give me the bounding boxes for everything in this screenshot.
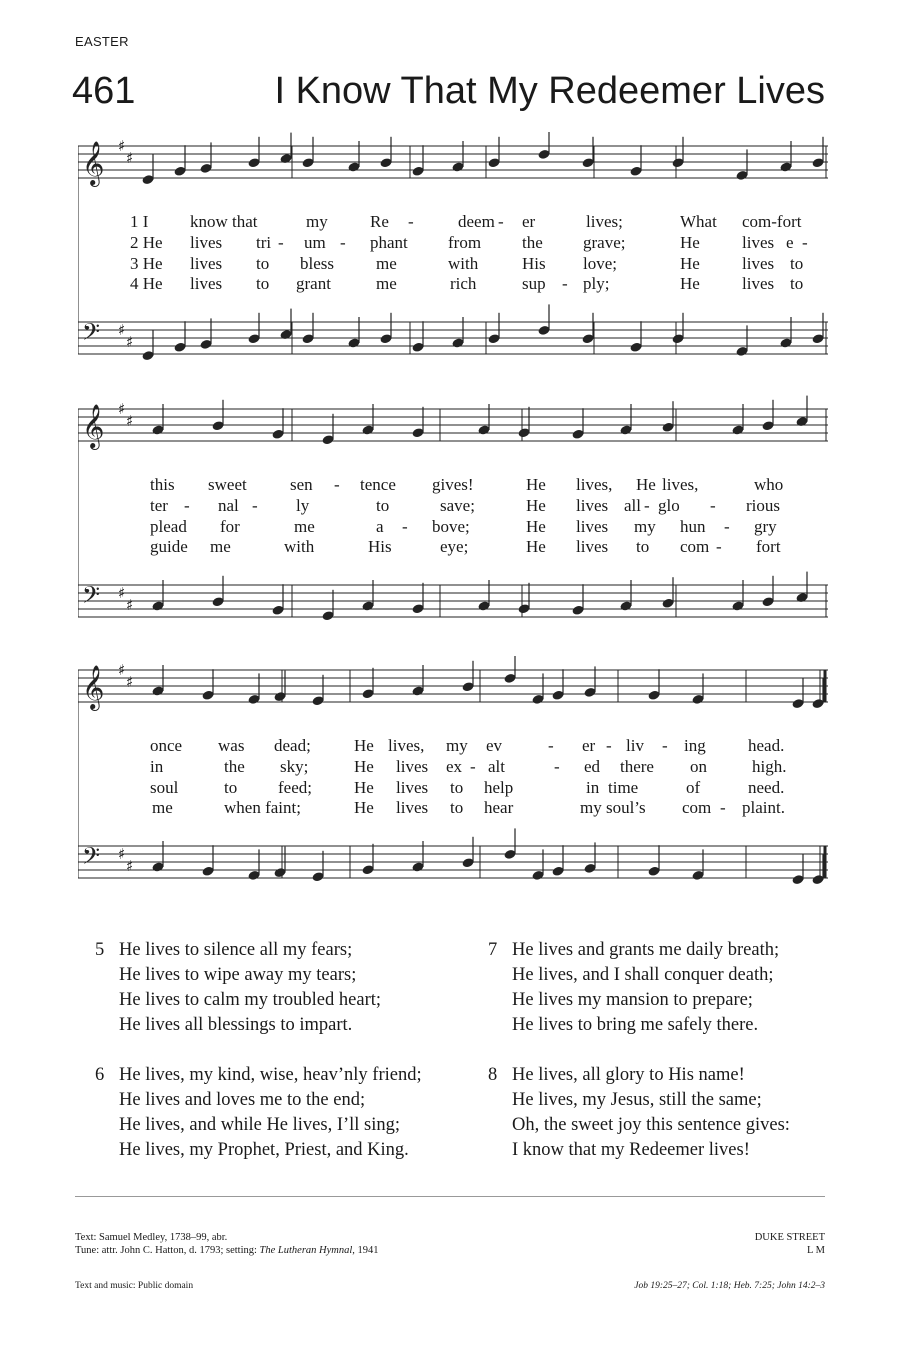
- lyric-syllable: all: [624, 496, 641, 515]
- lyric-syllable: ed: [584, 757, 601, 776]
- lyric-syllable: grave;: [583, 233, 626, 252]
- lyric-syllable: soul: [150, 778, 179, 797]
- lyric-line: [78, 233, 828, 253]
- lyric-syllable: lives: [396, 757, 429, 776]
- lyric-syllable: gry: [754, 517, 777, 536]
- sharp-icon: ♯: [126, 149, 134, 167]
- lyric-syllable: when faint;: [224, 798, 301, 817]
- music-system-3: [78, 656, 828, 911]
- lyric-syllable: eye;: [440, 537, 469, 556]
- lyric-syllable: lives: [576, 496, 609, 515]
- lyric-line: [78, 798, 828, 818]
- lyric-syllable: my soul’s: [580, 798, 646, 817]
- lyric-syllable: sky;: [280, 757, 309, 776]
- lyric-syllable: lives: [742, 233, 775, 252]
- lyric-syllable: love;: [583, 254, 617, 273]
- lyric-syllable: -: [252, 496, 258, 515]
- lyric-syllable: on: [690, 757, 707, 776]
- lyric-syllable: -: [402, 517, 408, 536]
- tune-credit-source: The Lutheran Hymnal: [259, 1245, 353, 1256]
- bass-clef-icon: 𝄢: [82, 842, 101, 875]
- lyric-syllable: to: [450, 778, 464, 797]
- lyric-syllable: lives: [396, 778, 429, 797]
- treble-clef-icon: 𝄞: [82, 404, 105, 448]
- lyric-syllable: -: [606, 736, 612, 755]
- lyric-syllable: phant: [370, 233, 408, 252]
- lyric-syllable: He: [354, 798, 374, 817]
- lyric-syllable: sup: [522, 274, 546, 293]
- music-system-2: [78, 395, 828, 650]
- copyright: Text and music: Public domain: [75, 1281, 194, 1291]
- lyric-syllable: ly: [296, 496, 310, 515]
- lyric-syllable: to: [376, 496, 390, 515]
- lyric-syllable: er: [522, 212, 536, 231]
- sharp-icon: ♯: [118, 321, 126, 339]
- lyric-syllable: -: [710, 496, 716, 515]
- lyric-syllable: 1 I: [130, 212, 149, 231]
- lyric-syllable: fort: [756, 537, 781, 556]
- lyric-syllable: dead;: [274, 736, 311, 755]
- lyric-syllable: tence: [360, 475, 396, 494]
- sharp-icon: ♯: [118, 400, 126, 418]
- stanza-line: He lives and loves me to the end;: [119, 1090, 366, 1110]
- lyric-syllable: plaint.: [742, 798, 785, 817]
- music-system-1: [78, 132, 828, 387]
- lyric-syllable: He: [354, 757, 374, 776]
- lyric-syllable: He: [636, 475, 656, 494]
- bass-clef-icon: 𝄢: [82, 318, 101, 351]
- lyric-line: [78, 736, 828, 756]
- lyric-syllable: the: [224, 757, 245, 776]
- lyric-syllable: His: [522, 254, 546, 273]
- lyric-syllable: need.: [748, 778, 785, 797]
- lyric-syllable: this: [150, 475, 175, 494]
- stanza-line: He lives all blessings to impart.: [119, 1015, 353, 1035]
- lyric-syllable: in: [150, 757, 164, 776]
- lyric-syllable: com-fort: [742, 212, 802, 231]
- lyric-syllable: lives: [396, 798, 429, 817]
- lyric-syllable: glo: [658, 496, 680, 515]
- lyric-line: [78, 475, 828, 495]
- lyric-syllable: He: [526, 517, 546, 536]
- stanza-line: He lives, all glory to His name!: [512, 1065, 745, 1085]
- stanza-number: 5: [95, 940, 105, 960]
- lyric-syllable: lives: [742, 274, 775, 293]
- lyric-syllable: to: [450, 798, 464, 817]
- lyric-syllable: help: [484, 778, 514, 797]
- lyric-syllable: -: [644, 496, 650, 515]
- lyric-syllable: hear: [484, 798, 514, 817]
- lyric-syllable: What: [680, 212, 717, 231]
- stanza-number: 6: [95, 1065, 105, 1085]
- lyric-syllable: tri: [256, 233, 272, 252]
- lyric-syllable: for: [220, 517, 240, 536]
- lyric-syllable: alt: [488, 757, 505, 776]
- lyric-syllable: plead: [150, 517, 187, 536]
- lyric-syllable: rious: [746, 496, 780, 515]
- lyric-syllable: -: [470, 757, 476, 776]
- sharp-icon: ♯: [126, 857, 134, 875]
- lyric-syllable: grant: [296, 274, 331, 293]
- lyric-syllable: deem: [458, 212, 495, 231]
- lyric-line: [78, 274, 828, 294]
- stanza-number: 8: [488, 1065, 498, 1085]
- lyric-syllable: -: [278, 233, 284, 252]
- sharp-icon: ♯: [126, 333, 134, 351]
- stanza-line: I know that my Redeemer lives!: [512, 1140, 750, 1160]
- lyric-syllable: lives: [190, 254, 223, 273]
- lyric-syllable: -: [720, 798, 726, 817]
- lyric-syllable: He: [354, 778, 374, 797]
- lyric-line: [78, 537, 828, 557]
- lyric-syllable: He: [680, 233, 700, 252]
- lyric-syllable: rich: [450, 274, 477, 293]
- stanza-line: He lives to silence all my fears;: [119, 940, 353, 960]
- lyric-line: [78, 778, 828, 798]
- lyric-syllable: -: [802, 233, 808, 252]
- lyric-syllable: in: [586, 778, 600, 797]
- lyric-syllable: my: [634, 517, 656, 536]
- lyric-syllable: to: [636, 537, 650, 556]
- tune-credit-prefix: Tune: attr. John C. Hatton, d. 1793; setting:: [75, 1245, 260, 1256]
- lyric-syllable: hun: [680, 517, 706, 536]
- sharp-icon: ♯: [118, 661, 126, 679]
- lyric-syllable: a: [376, 517, 384, 536]
- lyric-syllable: gives!: [432, 475, 474, 494]
- lyric-syllable: -: [184, 496, 190, 515]
- lyric-syllable: ev: [486, 736, 503, 755]
- lyric-syllable: lives: [576, 517, 609, 536]
- lyric-syllable: of: [686, 778, 701, 797]
- stanza-line: He lives, my kind, wise, heav’nly friend;: [119, 1065, 422, 1085]
- lyric-syllable: high.: [752, 757, 787, 776]
- lyric-line: [78, 254, 828, 274]
- lyric-syllable: com: [680, 537, 710, 556]
- stanza-line: He lives, my Prophet, Priest, and King.: [119, 1140, 409, 1160]
- stanza-line: Oh, the sweet joy this sentence gives:: [512, 1115, 790, 1135]
- lyric-syllable: bless: [300, 254, 334, 273]
- lyric-syllable: -: [662, 736, 668, 755]
- lyric-syllable: lives;: [586, 212, 623, 231]
- lyric-syllable: know that: [190, 212, 258, 231]
- lyric-syllable: He: [680, 274, 700, 293]
- stanza-line: He lives my mansion to prepare;: [512, 990, 753, 1010]
- hymn-title: I Know That My Redeemer Lives: [274, 70, 825, 112]
- lyric-syllable: com: [682, 798, 712, 817]
- lyric-syllable: ply;: [583, 274, 610, 293]
- lyric-syllable: me: [376, 274, 397, 293]
- stanza-line: He lives, and while He lives, I’ll sing;: [119, 1115, 401, 1135]
- stanza-number: 7: [488, 940, 498, 960]
- lyric-syllable: with: [284, 537, 315, 556]
- lyric-syllable: He: [526, 537, 546, 556]
- sharp-icon: ♯: [118, 137, 126, 155]
- lyric-syllable: guide: [150, 537, 188, 556]
- lyric-syllable: lives,: [662, 475, 699, 494]
- lyric-syllable: sweet: [208, 475, 247, 494]
- lyric-syllable: feed;: [278, 778, 312, 797]
- lyric-syllable: there: [620, 757, 654, 776]
- sharp-icon: ♯: [118, 584, 126, 602]
- lyric-syllable: my: [446, 736, 468, 755]
- lyric-syllable: -: [340, 233, 346, 252]
- lyric-syllable: bove;: [432, 517, 470, 536]
- lyric-syllable: 4 He: [130, 274, 163, 293]
- lyric-syllable: e: [786, 233, 794, 252]
- tune-credit: [75, 1244, 379, 1257]
- lyric-syllable: lives,: [576, 475, 613, 494]
- lyric-syllable: from: [448, 233, 482, 252]
- lyric-syllable: He: [680, 254, 700, 273]
- lyric-syllable: to: [790, 274, 804, 293]
- lyric-syllable: me: [210, 537, 231, 556]
- lyric-syllable: to: [790, 254, 804, 273]
- lyric-syllable: ex: [446, 757, 463, 776]
- lyric-syllable: lives,: [388, 736, 425, 755]
- lyric-syllable: He: [526, 496, 546, 515]
- treble-clef-icon: 𝄞: [82, 665, 105, 709]
- footer-divider: [75, 1196, 825, 1197]
- treble-clef-icon: 𝄞: [82, 141, 105, 185]
- bass-clef-icon: 𝄢: [82, 581, 101, 614]
- hymn-number: 461: [72, 70, 136, 112]
- lyric-syllable: -: [498, 212, 504, 231]
- lyric-syllable: um: [304, 233, 326, 252]
- lyric-line: [78, 757, 828, 777]
- lyric-syllable: -: [724, 517, 730, 536]
- lyric-syllable: lives: [190, 233, 223, 252]
- sharp-icon: ♯: [126, 596, 134, 614]
- lyric-syllable: who: [754, 475, 784, 494]
- tune-name: DUKE STREET: [754, 1232, 825, 1243]
- lyric-syllable: liv: [626, 736, 644, 755]
- sharp-icon: ♯: [118, 845, 126, 863]
- lyric-syllable: -: [408, 212, 414, 231]
- stanza-line: He lives to wipe away my tears;: [119, 965, 357, 985]
- lyric-syllable: the: [522, 233, 543, 252]
- lyric-syllable: -: [554, 757, 560, 776]
- lyric-syllable: ing: [684, 736, 706, 755]
- lyric-syllable: er: [582, 736, 596, 755]
- lyric-line: [78, 212, 828, 232]
- lyric-syllable: lives: [576, 537, 609, 556]
- meter: L M: [807, 1245, 825, 1256]
- lyric-syllable: time: [608, 778, 639, 797]
- lyric-syllable: with: [448, 254, 479, 273]
- lyric-syllable: lives: [190, 274, 223, 293]
- lyric-syllable: to: [224, 778, 238, 797]
- lyric-syllable: He: [526, 475, 546, 494]
- lyric-syllable: -: [562, 274, 568, 293]
- lyric-syllable: His: [368, 537, 392, 556]
- lyric-syllable: save;: [440, 496, 475, 515]
- lyric-syllable: me: [294, 517, 315, 536]
- lyric-syllable: ter: [150, 496, 168, 515]
- lyric-syllable: head.: [748, 736, 785, 755]
- lyric-syllable: me: [152, 798, 173, 817]
- lyric-syllable: once: [150, 736, 183, 755]
- lyric-syllable: to: [256, 254, 270, 273]
- stanza-line: He lives, and I shall conquer death;: [512, 965, 774, 985]
- lyric-syllable: was: [218, 736, 245, 755]
- lyric-syllable: to: [256, 274, 270, 293]
- lyric-syllable: sen: [290, 475, 313, 494]
- stanza-line: He lives, my Jesus, still the same;: [512, 1090, 762, 1110]
- section-label: EASTER: [75, 34, 129, 49]
- lyric-syllable: Re: [370, 212, 389, 231]
- sharp-icon: ♯: [126, 412, 134, 430]
- lyric-syllable: -: [548, 736, 554, 755]
- lyric-syllable: 3 He: [130, 254, 163, 273]
- lyric-syllable: me: [376, 254, 397, 273]
- lyric-syllable: 2 He: [130, 233, 163, 252]
- stanza-line: He lives to bring me safely there.: [512, 1015, 759, 1035]
- text-credit: Text: Samuel Medley, 1738–99, abr.: [75, 1232, 228, 1243]
- tune-credit-year: , 1941: [352, 1245, 379, 1256]
- scripture-references: Job 19:25–27; Col. 1:18; Heb. 7:25; John 14:2–3: [634, 1281, 825, 1291]
- lyric-syllable: He: [354, 736, 374, 755]
- stanza-line: He lives and grants me daily breath;: [512, 940, 780, 960]
- lyric-line: [78, 517, 828, 537]
- lyric-syllable: nal: [218, 496, 239, 515]
- stanza-line: He lives to calm my troubled heart;: [119, 990, 382, 1010]
- sharp-icon: ♯: [126, 673, 134, 691]
- lyric-line: [78, 496, 828, 516]
- lyric-syllable: my: [306, 212, 328, 231]
- lyric-syllable: -: [334, 475, 340, 494]
- lyric-syllable: -: [716, 537, 722, 556]
- lyric-syllable: lives: [742, 254, 775, 273]
